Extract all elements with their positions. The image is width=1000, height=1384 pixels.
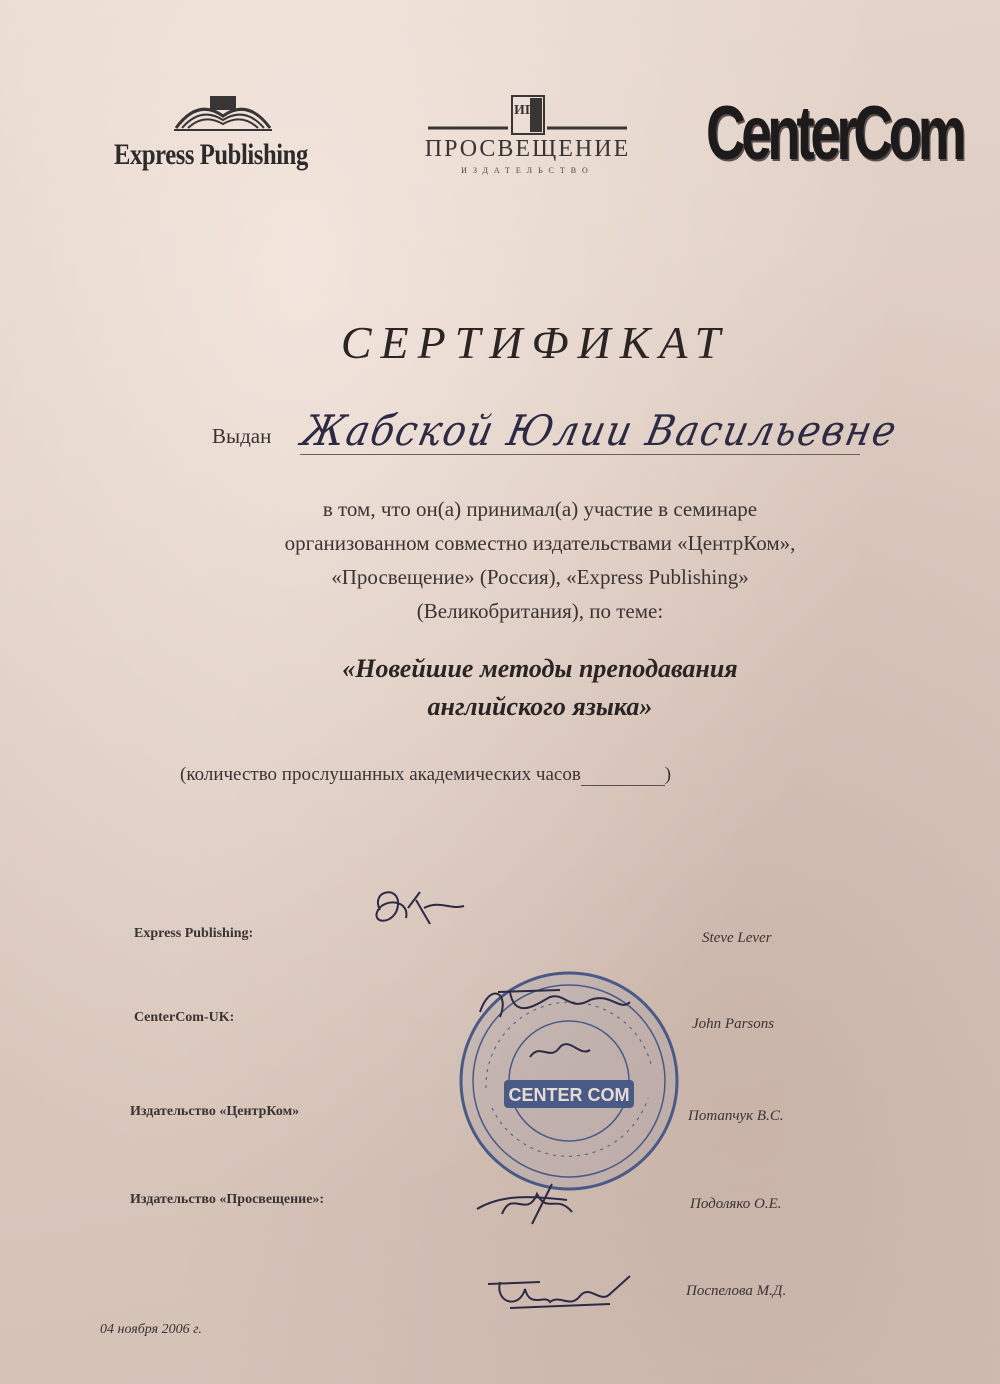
org-prosveshchenie: Издательство «Просвещение»: — [130, 1192, 325, 1207]
signer-potapchuk: Потапчук В.С. — [688, 1108, 784, 1124]
certificate-body — [140, 492, 940, 628]
hours-note — [180, 764, 671, 786]
body-line: в том, что он(а) принимал(а) участие в семинаре — [322, 497, 758, 521]
seminar-topic — [140, 650, 940, 726]
centercom-logo — [700, 90, 963, 190]
org-express-publishing: Express Publishing: — [134, 926, 254, 941]
signer-john-parsons: John Parsons — [692, 1016, 775, 1032]
body-line: «Просвещение» (Россия), «Express Publishing» — [331, 565, 749, 589]
signer-podolyako: Подоляко О.Е. — [690, 1196, 782, 1212]
express-publishing-logo — [110, 88, 330, 183]
body-line: организованном совместно издательствами «ЦентрКом», — [284, 531, 796, 555]
prosveshchenie-logo — [420, 92, 635, 187]
topic-line: «Новейшие методы преподавания — [342, 654, 738, 683]
issue-date: 04 ноября 2006 г. — [100, 1322, 202, 1337]
topic-line: английского языка» — [427, 692, 653, 721]
signer-steve-lever: Steve Lever — [702, 930, 772, 946]
signature-express-publishing — [360, 880, 480, 940]
signer-pospelova: Поспелова М.Д. — [686, 1283, 787, 1299]
prosveshchenie-mark: ИП — [514, 103, 536, 118]
official-stamp — [456, 968, 682, 1194]
book-icon — [168, 88, 278, 136]
hours-blank-field — [581, 767, 665, 786]
recipient-name: Жабской Юлии Васильевне — [297, 406, 903, 455]
certificate-title: СЕРТИФИКАТ — [340, 317, 730, 368]
express-publishing-logo-text: Express Publishing — [114, 138, 308, 171]
centercom-logo-text: CenterCom — [706, 91, 963, 176]
prosveshchenie-logo-subtext: ИЗДАТЕЛЬСТВО — [461, 166, 594, 175]
org-centercom: Издательство «ЦентрКом» — [130, 1104, 300, 1119]
body-line: (Великобритания), по теме: — [416, 599, 664, 623]
prosveshchenie-emblem-icon — [420, 92, 635, 138]
hours-text: (количество прослушанных академических часов — [180, 764, 581, 785]
issued-label: Выдан — [212, 424, 272, 448]
signature-pospelova — [480, 1264, 640, 1324]
prosveshchenie-logo-text: ПРОСВЕЩЕНИЕ — [424, 136, 631, 162]
hours-close: ) — [664, 764, 672, 785]
org-centercom-uk: CenterCom-UK: — [134, 1010, 235, 1025]
stamp-text: CENTER COM — [508, 1085, 630, 1105]
